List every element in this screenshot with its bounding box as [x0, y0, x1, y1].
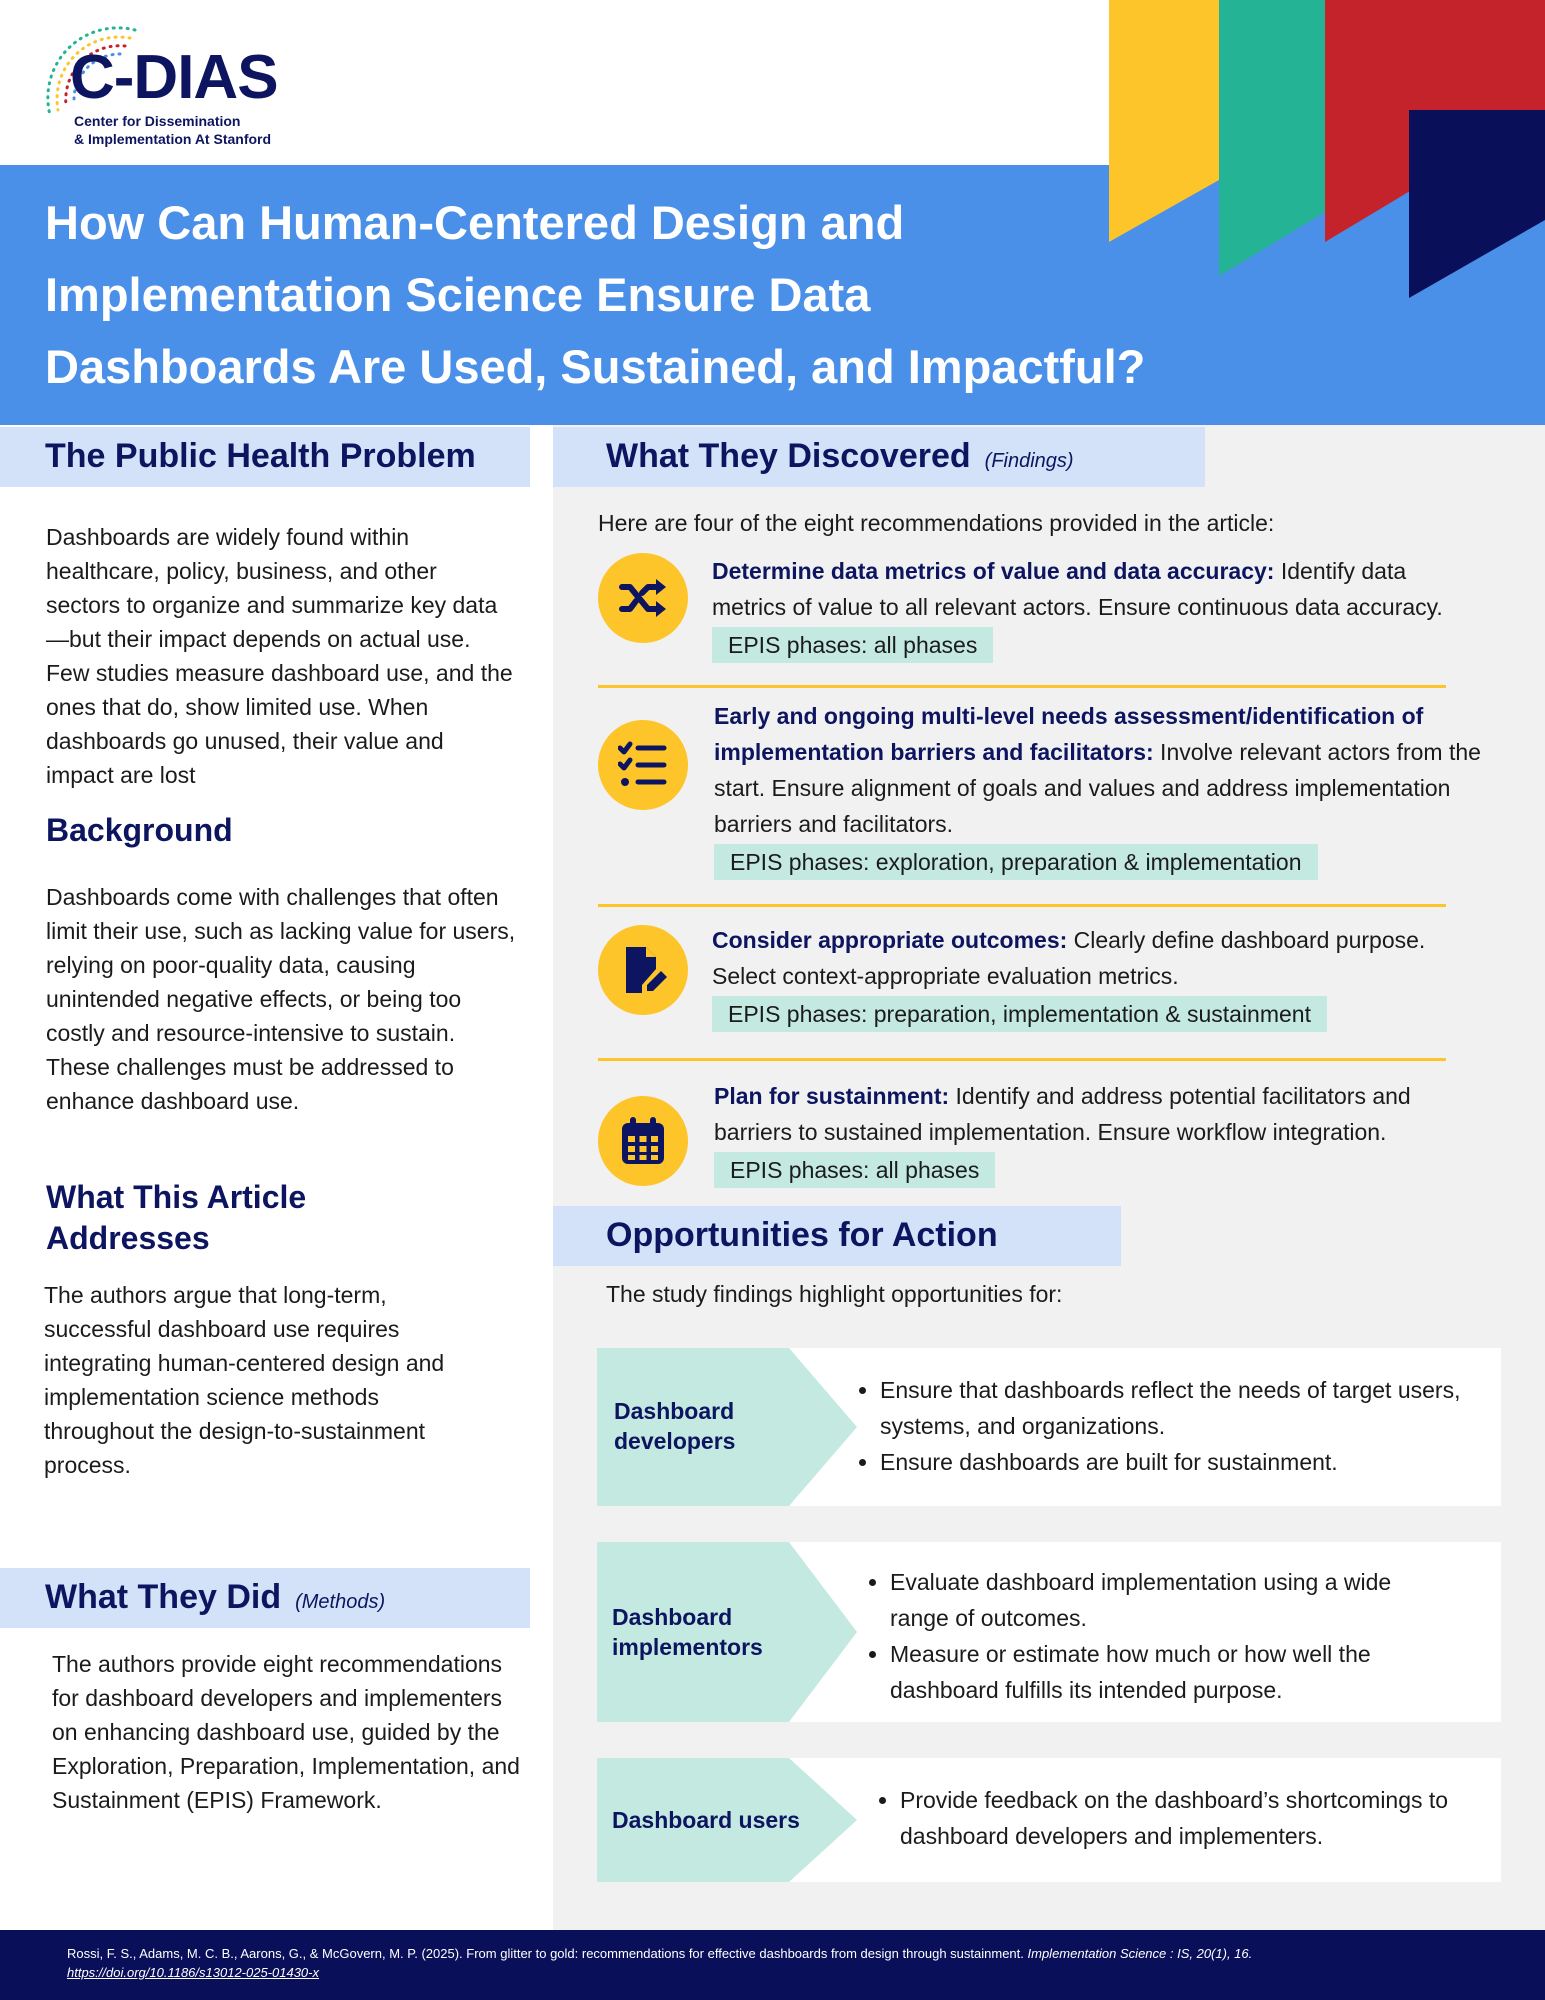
- divider-1: [598, 685, 1446, 688]
- citation-journal: Implementation Science : IS, 20(1), 16.: [1027, 1946, 1253, 1961]
- developers-label-line2: developers: [614, 1428, 736, 1454]
- background-text: Dashboards come with challenges that often limit their use, such as lacking value for users, relying on poor-quality data, causing unintended negative effects, or being too costly and resource-intensive to sustain. These challenges must be addressed to enhance dashboard use.: [46, 884, 516, 1114]
- users-item-1: • Provide feedback on the dashboard’s shortcomings to dashboard developers and implementers.: [900, 1782, 1500, 1854]
- did-tag: (Methods): [295, 1591, 386, 1613]
- finding-1: [598, 553, 1498, 673]
- users-label: Dashboard users: [612, 1807, 800, 1833]
- developers-item-2: • Ensure dashboards are built for sustainment.: [880, 1444, 1490, 1480]
- shuffle-icon: [598, 553, 688, 643]
- citation-doi-link[interactable]: https://doi.org/10.1186/s13012-025-01430-x: [67, 1965, 319, 1980]
- problem-heading-band: [0, 427, 530, 487]
- implementors-label: [612, 1602, 763, 1662]
- developers-item-1: • Ensure that dashboards reflect the needs of target users, systems, and organizations.: [880, 1372, 1490, 1444]
- finding-1-text: [712, 553, 1482, 663]
- checklist-icon: [598, 720, 688, 810]
- discovered-heading-band: [553, 427, 1205, 487]
- finding-4-text: [714, 1078, 1484, 1188]
- did-heading-band: [0, 1568, 530, 1628]
- opportunity-users: [597, 1758, 1501, 1882]
- finding-1-title: Determine data metrics of value and data accuracy:: [712, 558, 1275, 584]
- finding-2-body: Involve relevant actors from the start. Ensure alignment of goals and values and address implementation barriers and facilitators.: [714, 739, 1481, 837]
- ribbons-overlay: [1109, 165, 1545, 305]
- addresses-text: The authors argue that long-term, successful dashboard use requires integrating human-centered design and implementation science methods throughout the design-to-sustainment process.: [44, 1282, 445, 1478]
- logo-subtitle-line1: Center for Dissemination: [74, 113, 241, 129]
- finding-4-epis: EPIS phases: all phases: [714, 1152, 995, 1188]
- logo-subtitle: [74, 112, 271, 148]
- developers-list: [850, 1372, 1490, 1480]
- finding-2-text: [714, 698, 1484, 880]
- finding-1-epis: EPIS phases: all phases: [712, 627, 993, 663]
- opportunity-developers: [597, 1348, 1501, 1506]
- opportunities-heading: Opportunities for Action: [606, 1216, 998, 1254]
- divider-3: [598, 1058, 1446, 1061]
- finding-4: [598, 1078, 1498, 1198]
- finding-3-text: [712, 922, 1482, 1032]
- finding-1-body: Identify data metrics of value to all relevant actors. Ensure continuous data accuracy.: [712, 558, 1443, 620]
- implementors-item-2: • Measure or estimate how much or how well the dashboard fulfills its intended purpose.: [890, 1636, 1450, 1708]
- finding-2: [598, 698, 1498, 888]
- developers-label-line1: Dashboard: [614, 1398, 735, 1424]
- implementors-list: [860, 1564, 1450, 1708]
- calendar-icon: [598, 1096, 688, 1186]
- finding-3-body: Clearly define dashboard purpose. Select context-appropriate evaluation metrics.: [712, 927, 1426, 989]
- finding-4-title: Plan for sustainment:: [714, 1083, 950, 1109]
- did-heading-text: What They Did: [45, 1578, 282, 1616]
- implementors-label-line1: Dashboard: [612, 1604, 733, 1630]
- addresses-heading: [46, 1177, 306, 1259]
- finding-3-epis: EPIS phases: preparation, implementation & sustainment: [712, 996, 1327, 1032]
- problem-heading: The Public Health Problem: [45, 437, 476, 475]
- users-list: [870, 1782, 1500, 1854]
- citation: [67, 1944, 1487, 1982]
- discovered-heading-text: What They Discovered: [606, 437, 971, 475]
- citation-footer: [0, 1930, 1545, 2000]
- logo-wordmark: C-DIAS: [70, 43, 278, 112]
- discovered-heading: [606, 437, 1074, 476]
- finding-4-body: Identify and address potential facilitators and barriers to sustained implementation. Ensure workflow integration.: [714, 1083, 1411, 1145]
- problem-text: Dashboards are widely found within healthcare, policy, business, and other sectors to organize and summarize key data—but their impact depends on actual use. Few studies measure dashboard use, and the ones that do, show limited use. When dashboards go unused, their value and impact are lost: [46, 524, 513, 788]
- opportunity-implementors: [597, 1542, 1501, 1722]
- file-edit-icon: [598, 925, 688, 1015]
- background-heading: Background: [46, 812, 233, 848]
- addresses-heading-line2: Addresses: [46, 1220, 210, 1256]
- discovered-tag: (Findings): [984, 450, 1074, 472]
- finding-3-title: Consider appropriate outcomes:: [712, 927, 1068, 953]
- opportunities-heading-band: [553, 1206, 1121, 1266]
- divider-2: [598, 904, 1446, 907]
- implementors-label-line2: implementors: [612, 1634, 763, 1660]
- finding-2-epis: EPIS phases: exploration, preparation & implementation: [714, 844, 1318, 880]
- implementors-item-1: • Evaluate dashboard implementation using a wide range of outcomes.: [890, 1564, 1450, 1636]
- addresses-heading-line1: What This Article: [46, 1179, 307, 1215]
- page-title: How Can Human-Centered Design and Implementation Science Ensure Data Dashboards Are Used, Sustained, and Impactful?: [45, 196, 1146, 393]
- finding-3: [598, 922, 1498, 1042]
- developers-label: [614, 1396, 735, 1456]
- discovered-intro: Here are four of the eight recommendations provided in the article:: [598, 510, 1275, 536]
- did-text: The authors provide eight recommendations for dashboard developers and implementers on enhancing dashboard use, guided by the Exploration, Preparation, Implementation, and Sustainment (EPIS) Framework.: [52, 1651, 520, 1813]
- did-heading: [45, 1578, 385, 1617]
- opportunities-intro: The study findings highlight opportunities for:: [606, 1281, 1063, 1307]
- c-dias-logo: [40, 20, 300, 150]
- logo-subtitle-line2: & Implementation At Stanford: [74, 131, 272, 147]
- finding-2-title: Early and ongoing multi-level needs assessment/identification of implementation barriers and facilitators:: [714, 703, 1424, 765]
- citation-text: Rossi, F. S., Adams, M. C. B., Aarons, G., & McGovern, M. P. (2025). From glitter to gold: recommendations for effective dashboards from design through sustainment.: [67, 1946, 1024, 1961]
